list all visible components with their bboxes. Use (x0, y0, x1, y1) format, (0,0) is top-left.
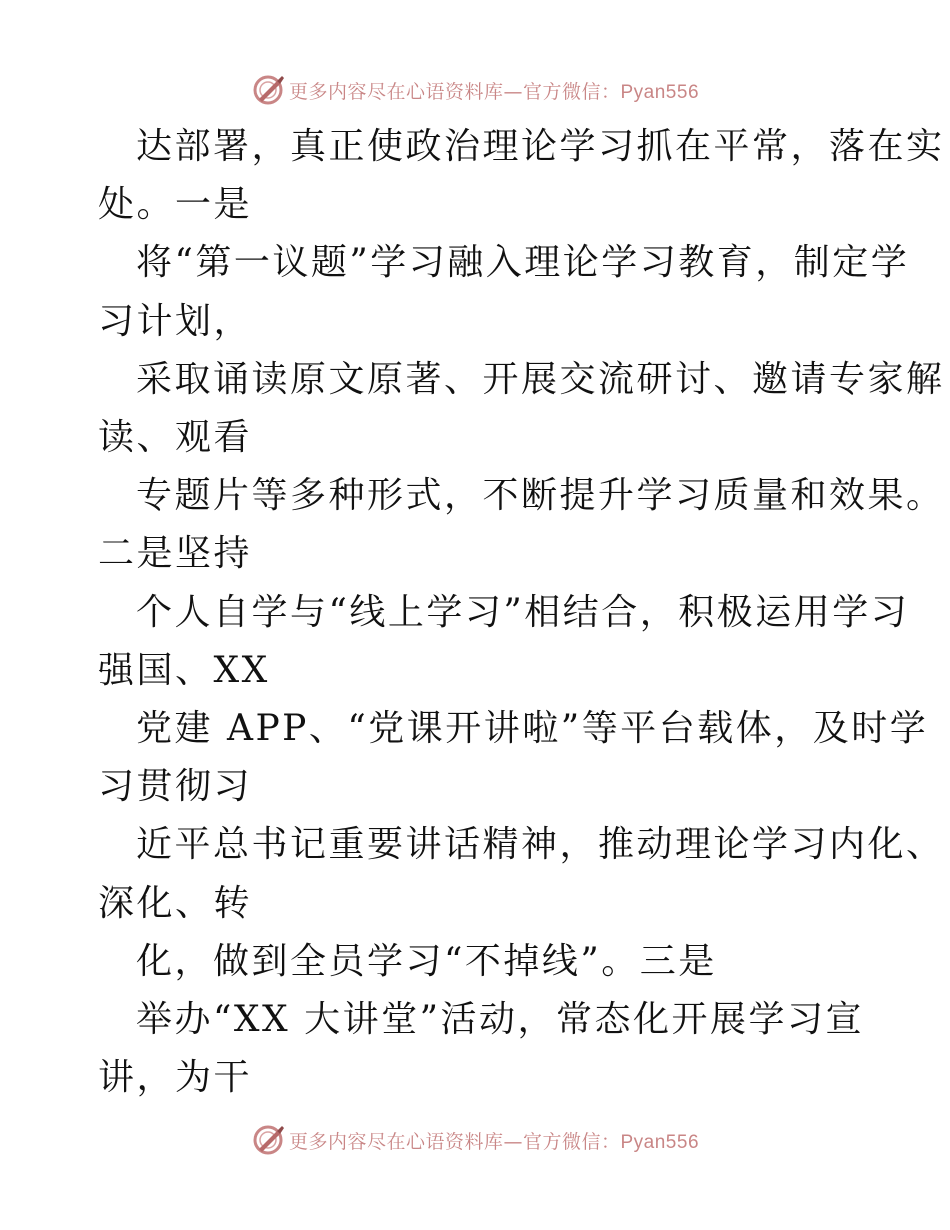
watermark-text: 更多内容尽在心语资料库—官方微信：Pyan556 (288, 1130, 700, 1153)
text-line: 强国、XX (98, 649, 270, 691)
text-line: 个人自学与“线上学习”相结合，积极运用学习 (136, 591, 910, 633)
watermark-wechat-id: Pyan556 (620, 1131, 700, 1153)
watermark-text: 更多内容尽在心语资料库—官方微信：Pyan556 (288, 80, 700, 103)
text-line: 二是坚持 (98, 533, 253, 575)
text-line: 举办“XX 大讲堂”活动，常态化开展学习宣 (136, 999, 865, 1040)
text-line: 采取诵读原文原著、开展交流研讨、邀请专家解 (136, 358, 945, 400)
text-line: 处。一是 (98, 184, 253, 226)
text-line: 习贯彻习 (98, 766, 253, 808)
text-line: 达部署，真正使政治理论学习抓在平常，落在实 (136, 126, 945, 167)
text-line: 习计划， (98, 300, 253, 342)
text-line: 读、观看 (98, 417, 253, 458)
text-line: 近平总书记重要讲话精神，推动理论学习内化、 (136, 824, 945, 866)
footer-watermark (0, 1120, 950, 1160)
text-line: 党建 APP、“党课开讲啦”等平台载体，及时学 (136, 708, 929, 749)
text-line: 将“第一议题”学习融入理论学习教育，制定学 (136, 242, 910, 284)
header-watermark (0, 70, 950, 110)
text-line: 讲，为干 (98, 1057, 253, 1099)
seal-pen-logo-icon (251, 1123, 285, 1157)
watermark-wechat-id: Pyan556 (620, 81, 700, 103)
text-line: 深化、转 (98, 882, 253, 924)
seal-pen-logo-icon (251, 73, 285, 107)
text-line: 专题片等多种形式，不断提升学习质量和效果。 (136, 475, 945, 517)
text-line: 化，做到全员学习“不掉线”。三是 (136, 940, 717, 982)
